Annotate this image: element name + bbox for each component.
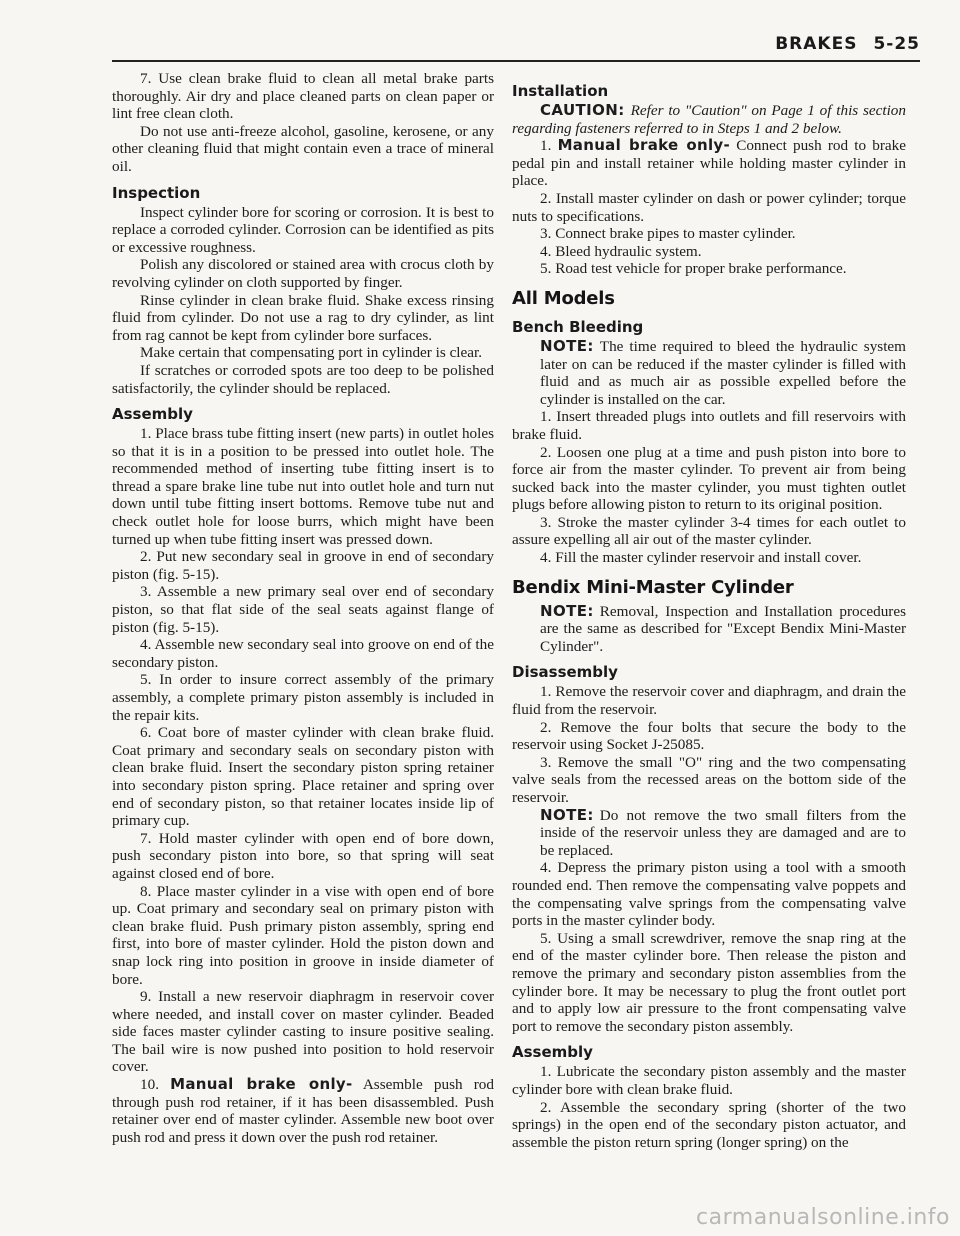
step: 3. Stroke the master cylinder 3-4 times for each outlet to assure expelling all air out of the master cylinder. — [512, 513, 906, 549]
step-text: Assemble push rod through push rod retainer, if it has been disassembled. Push retainer over end of master cylinder. Assemble new boot over push rod and press it down over the push rod retainer. — [112, 1076, 494, 1146]
note-block — [540, 807, 906, 860]
step-text: Connect push rod to brake pedal pin and install retainer while holding master cylinder in place. — [512, 137, 907, 190]
note-text: Do not remove the two small filters from the inside of the reservoir unless they are damaged and are to be replaced. — [540, 806, 906, 859]
step: 5. Using a small screwdriver, remove the snap ring at the end of the master cylinder bore. Then release the piston and remove the primary and secondary piston assemblies from the cylinder bore. It may be necessary to plug the front outlet port and to apply low air pressure to the front compensating valve port to remove the secondary piston assembly. — [512, 929, 906, 1035]
step: 3. Connect brake pipes to master cylinder. — [540, 225, 796, 243]
note-block — [540, 603, 906, 656]
heading-installation: Installation — [512, 82, 609, 100]
note-label: NOTE: — [540, 336, 594, 355]
step: 2. Remove the four bolts that secure the body to the reservoir using Socket J-25085. — [512, 718, 906, 754]
note-label: NOTE: — [540, 805, 594, 824]
heading-disassembly: Disassembly — [512, 663, 618, 682]
left-column — [112, 70, 494, 1146]
paragraph: Do not use anti-freeze alcohol, gasoline, kerosene, or any other cleaning fluid that might contain even a trace of mineral oil. — [112, 122, 494, 175]
note-block — [540, 338, 906, 408]
paragraph: Rinse cylinder in clean brake fluid. Shake excess rinsing fluid from cylinder. Do not use a rag to dry cylinder, as lint from rag cannot be kept from cylinder bore surfaces. — [112, 291, 494, 344]
step: 3. Remove the small "O" ring and the two compensating valve seals from the recessed areas on the bottom side of the reservoir. — [512, 753, 906, 806]
step: 2. Install master cylinder on dash or power cylinder; torque nuts to specifications. — [512, 189, 906, 225]
paragraph: 7. Use clean brake fluid to clean all metal brake parts thoroughly. Air dry and place cleaned parts on clean paper or lint free clean cloth. — [112, 70, 494, 123]
step: 5. Road test vehicle for proper brake performance. — [540, 260, 847, 278]
step: 3. Assemble a new primary seal over end of secondary piston, so that flat side of the seal seats against flange of piston (fig. 5-15). — [112, 583, 494, 636]
header-rule — [112, 60, 920, 62]
step-number: 1. — [540, 137, 552, 155]
step: 1. Lubricate the secondary piston assembly and the master cylinder bore with clean brake fluid. — [512, 1063, 906, 1098]
step: 5. In order to insure correct assembly of the primary assembly, a complete primary piston assembly is included in the repair kits. — [112, 671, 494, 724]
note-text: The time required to bleed the hydraulic system later on can be reduced if the master cylinder is filled with fluid and as much air as possible expelled before the cylinder is installed on the car. — [540, 337, 906, 408]
step-label: Manual brake only- — [557, 136, 730, 155]
paragraph: Inspect cylinder bore for scoring or corrosion. It is best to replace a corroded cylinder. Corrosion can be identified as pits or excessive roughness. — [112, 203, 494, 256]
step-label: Manual brake only- — [170, 1075, 353, 1094]
step — [112, 1076, 494, 1146]
step: 8. Place master cylinder in a vise with open end of bore up. Coat primary and secondary seal on primary piston with clean brake fluid. Push primary piston assembly, spring end first, into bore of master cylinder. Hold the piston down and snap lock ring into position in groove in inside diameter of bore. — [112, 882, 494, 988]
step: 6. Coat bore of master cylinder with clean brake fluid. Coat primary and secondary seals on secondary piston with clean brake fluid. Insert the secondary piston spring retainer into secondary piston spring. Place retainer and spring over end of secondary piston, so that retainer locates inside lip of primary cup. — [112, 724, 494, 830]
caution-block — [512, 102, 906, 137]
note-text: Removal, Inspection and Installation procedures are the same as described for "Except Bendix Mini-Master Cylinder". — [540, 602, 906, 655]
running-head — [775, 34, 920, 54]
heading-bench-bleeding: Bench Bleeding — [512, 317, 644, 336]
right-column — [512, 70, 906, 1151]
step: 7. Hold master cylinder with open end of bore down, push secondary piston into bore, so that spring will seat against closed end of bore. — [112, 829, 494, 882]
step — [512, 137, 906, 190]
step: 9. Install a new reservoir diaphragm in reservoir cover where needed, and install cover on master cylinder. Beaded side faces master cylinder casting to insure positive sealing. The bail wire is now pushed into position to hold reservoir cover. — [112, 988, 494, 1076]
step: 4. Bleed hydraulic system. — [540, 242, 702, 260]
caution-label: CAUTION: — [540, 101, 625, 119]
step: 4. Depress the primary piston using a tool with a smooth rounded end. Then remove the compensating valve poppets and the compensating valve springs from the compensating valve ports in the master cylinder body. — [512, 859, 906, 930]
note-label: NOTE: — [540, 601, 594, 620]
step: 4. Fill the master cylinder reservoir and install cover. — [540, 549, 862, 567]
step: 2. Loosen one plug at a time and push piston into bore to force air from the master cylinder. To prevent air from being sucked back into the master cylinder, you must tighten outlet plugs before allowing piston to return to its original position. — [512, 443, 906, 514]
step: 1. Remove the reservoir cover and diaphragm, and drain the fluid from the reservoir. — [512, 683, 906, 719]
step: 2. Put new secondary seal in groove in end of secondary piston (fig. 5-15). — [112, 548, 494, 583]
heading-inspection: Inspection — [112, 183, 201, 202]
paragraph: Polish any discolored or stained area with crocus cloth by revolving cylinder on cloth supported by finger. — [112, 256, 494, 291]
step: 1. Insert threaded plugs into outlets and fill reservoirs with brake fluid. — [512, 408, 906, 443]
page-number: 5-25 — [873, 34, 920, 54]
heading-assembly-bendix: Assembly — [512, 1043, 593, 1062]
step: 1. Place brass tube fitting insert (new parts) in outlet holes so that it is in a position to be pressed into outlet hole. The recommended method of inserting tube fitting insert is to thread a spare brake line tube nut into outlet hole and turn nut down until tube fitting insert bottoms. Remove tube nut and check outlet hole for loose burrs, which might have been turned up when tube fitting insert was pressed down. — [112, 425, 494, 548]
section-title: BRAKES — [775, 34, 858, 54]
step-number: 10. — [140, 1076, 159, 1094]
paragraph: If scratches or corroded spots are too deep to be polished satisfactorily, the cylinder should be replaced. — [112, 361, 494, 397]
heading-all-models: All Models — [512, 287, 615, 309]
step: 2. Assemble the secondary spring (shorter of the two springs) in the open end of the secondary piston actuator, and assemble the piston return spring (longer spring) on the — [512, 1098, 906, 1151]
step: 4. Assemble new secondary seal into groove on end of the secondary piston. — [112, 636, 494, 671]
heading-bendix: Bendix Mini-Master Cylinder — [512, 576, 794, 598]
watermark: carmanualsonline.info — [696, 1205, 950, 1230]
paragraph: Make certain that compensating port in cylinder is clear. — [140, 344, 483, 362]
heading-assembly: Assembly — [112, 405, 193, 424]
caution-text: Refer to "Caution" on Page 1 of this section regarding fasteners referred to in Steps 1 and 2 below. — [512, 102, 906, 137]
